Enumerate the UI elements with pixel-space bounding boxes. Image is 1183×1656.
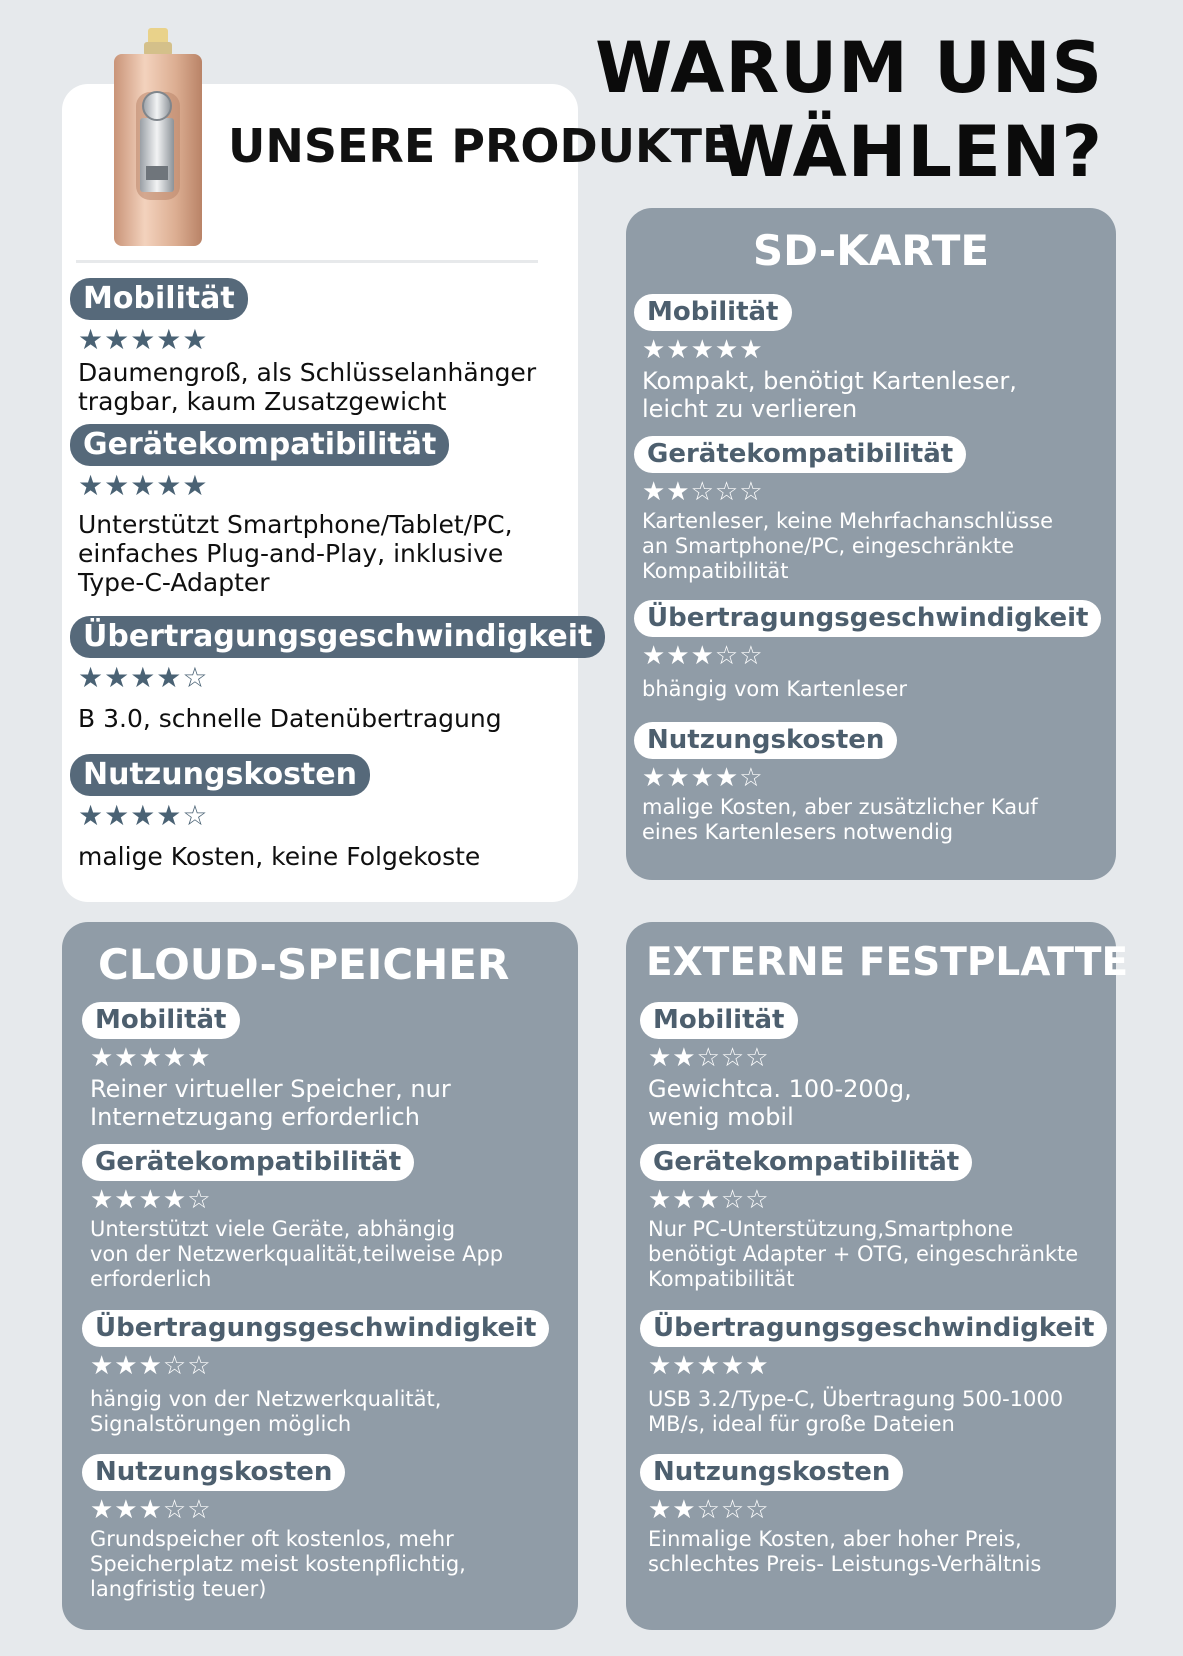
criterion-usage-costs (70, 754, 480, 871)
criterion-description: Kartenleser, keine Mehrfachanschlüsse an Smartphone/PC, eingeschränkte Kompatibilität (642, 509, 1054, 583)
panel-external-hdd (626, 922, 1129, 1630)
star-rating: ★★★☆☆ (90, 1351, 212, 1381)
star-rating: ★★★★★ (78, 469, 209, 502)
headline: WARUM UNS WÄHLEN? (595, 27, 1103, 193)
criterion-mobility (640, 1002, 912, 1131)
star-rating: ★★☆☆☆ (642, 477, 764, 507)
criterion-label: Übertragungsgeschwindigkeit (70, 616, 605, 658)
criterion-usage-costs (634, 722, 1038, 845)
star-rating: ★★☆☆☆ (648, 1043, 770, 1073)
criterion-transfer-speed (640, 1310, 1107, 1437)
criterion-label: Übertragungsgeschwindigkeit (82, 1310, 549, 1347)
panel-cloud-storage (62, 922, 578, 1630)
criterion-description: USB 3.2/Type-C, Übertragung 500-1000 MB/s, ideal für große Dateien (648, 1387, 1064, 1436)
criterion-transfer-speed (82, 1310, 549, 1437)
star-rating: ★★★★★ (78, 323, 209, 356)
criterion-mobility (82, 1002, 451, 1131)
criterion-label: Übertragungsgeschwindigkeit (634, 600, 1101, 637)
criterion-compatibility (640, 1144, 1078, 1292)
criterion-label: Nutzungskosten (634, 722, 897, 759)
criterion-label: Mobilität (70, 278, 248, 320)
criterion-label: Gerätekompatibilität (640, 1144, 972, 1181)
criterion-compatibility (70, 424, 513, 597)
star-rating: ★★★★☆ (78, 661, 209, 694)
criterion-label: Mobilität (640, 1002, 798, 1039)
panel-sd-card (626, 208, 1116, 880)
criterion-label: Nutzungskosten (640, 1454, 903, 1491)
criterion-mobility (634, 294, 1017, 423)
star-rating: ★★★☆☆ (642, 641, 764, 671)
criterion-description: bhängig vom Kartenleser (642, 677, 908, 701)
criterion-description: Kompakt, benötigt Kartenleser, leicht zu verlieren (642, 367, 1017, 423)
star-rating: ★★★★★ (648, 1351, 770, 1381)
panel-title: UNSERE PRODUKTE (228, 119, 734, 173)
criterion-label: Gerätekompatibilität (82, 1144, 414, 1181)
criterion-usage-costs (82, 1454, 466, 1602)
star-rating: ★★★☆☆ (90, 1495, 212, 1525)
star-rating: ★★★☆☆ (648, 1185, 770, 1215)
criterion-description: Unterstützt viele Geräte, abhängig von der Netzwerkqualität,teilweise App erforderlich (90, 1217, 504, 1291)
criterion-description: Grundspeicher oft kostenlos, mehr Speicherplatz meist kostenpflichtig, langfristig teuer) (90, 1527, 466, 1601)
criterion-compatibility (634, 436, 1053, 584)
criterion-description: Reiner virtueller Speicher, nur Internetzugang erforderlich (90, 1075, 451, 1131)
criterion-description: Nur PC-Unterstützung,Smartphone benötigt Adapter + OTG, eingeschränkte Kompatibilität (648, 1217, 1079, 1291)
criterion-transfer-speed (634, 600, 1101, 702)
star-rating: ★★★★★ (90, 1043, 212, 1073)
panel-title: SD-KARTE (752, 226, 990, 275)
criterion-label: Mobilität (634, 294, 792, 331)
criterion-label: Nutzungskosten (82, 1454, 345, 1491)
criterion-label: Gerätekompatibilität (70, 424, 449, 466)
divider (76, 260, 538, 263)
criterion-compatibility (82, 1144, 503, 1292)
panel-title: EXTERNE FESTPLATTE (646, 940, 1129, 985)
usb-flash-drive-icon (110, 26, 206, 250)
criterion-description: Einmalige Kosten, aber hoher Preis, schlechtes Preis- Leistungs-Verhältnis (648, 1527, 1042, 1576)
criterion-description: B 3.0, schnelle Datenübertragung (78, 704, 502, 733)
criterion-description: Daumengroß, als Schlüsselanhänger tragbar, kaum Zusatzgewicht (78, 358, 537, 416)
criterion-usage-costs (640, 1454, 1041, 1577)
star-rating: ★★★★☆ (642, 763, 764, 793)
panel-title: CLOUD-SPEICHER (98, 940, 510, 989)
star-rating: ★★★★☆ (78, 799, 209, 832)
star-rating: ★★★★★ (642, 335, 764, 365)
criterion-description: malige Kosten, aber zusätzlicher Kauf eines Kartenlesers notwendig (642, 795, 1038, 844)
criterion-label: Übertragungsgeschwindigkeit (640, 1310, 1107, 1347)
criterion-description: hängig von der Netzwerkqualität, Signalstörungen möglich (90, 1387, 442, 1436)
criterion-mobility (70, 278, 536, 416)
criterion-transfer-speed (70, 616, 605, 733)
star-rating: ★★★★☆ (90, 1185, 212, 1215)
star-rating: ★★☆☆☆ (648, 1495, 770, 1525)
criterion-description: Unterstützt Smartphone/Tablet/PC, einfaches Plug-and-Play, inklusive Type-C-Adapter (78, 510, 513, 597)
criterion-label: Gerätekompatibilität (634, 436, 966, 473)
criterion-description: malige Kosten, keine Folgekoste (78, 842, 481, 871)
criterion-description: Gewichtca. 100-200g, wenig mobil (648, 1075, 912, 1131)
criterion-label: Nutzungskosten (70, 754, 370, 796)
criterion-label: Mobilität (82, 1002, 240, 1039)
